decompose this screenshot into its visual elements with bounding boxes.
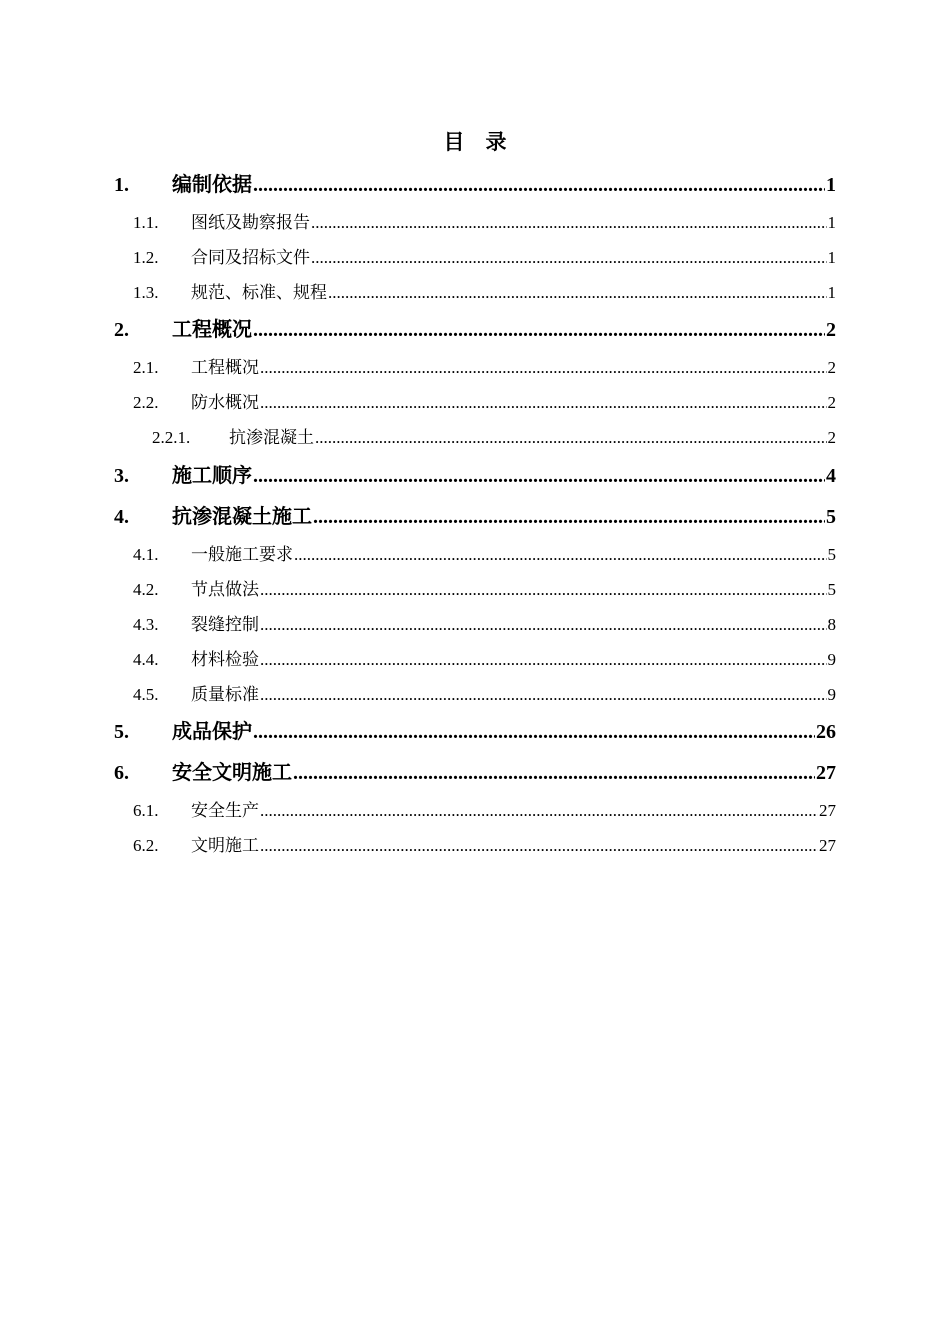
toc-entry-label: 一般施工要求 xyxy=(191,545,293,564)
toc-dot-leader xyxy=(328,283,827,303)
toc-entry-page: 2 xyxy=(826,319,836,341)
toc-entry-label: 合同及招标文件 xyxy=(191,248,310,267)
toc-entry-page: 4 xyxy=(826,465,836,487)
toc-dot-leader xyxy=(311,248,827,268)
toc-entry-page: 27 xyxy=(819,801,836,820)
toc-entry-number: 6.2. xyxy=(133,836,159,855)
toc-title: 目 录 xyxy=(443,130,507,154)
toc-entry-6-2[interactable] xyxy=(133,831,836,853)
toc-dot-leader xyxy=(253,319,825,342)
toc-entry-number: 4.2. xyxy=(133,580,159,599)
toc-entry-number: 3. xyxy=(114,465,129,487)
toc-entry-page: 27 xyxy=(819,836,836,855)
toc-entry-number: 1.3. xyxy=(133,283,159,302)
toc-entry-page: 5 xyxy=(827,580,836,599)
toc-entry-4-5[interactable] xyxy=(133,680,836,702)
toc-entry-1-1[interactable] xyxy=(133,208,836,230)
toc-dot-leader xyxy=(260,801,818,821)
toc-entry-label: 图纸及勘察报告 xyxy=(191,213,310,232)
toc-entry-page: 2 xyxy=(827,358,836,377)
toc-entry-page: 26 xyxy=(816,721,836,743)
toc-entry-4-1[interactable] xyxy=(133,540,836,562)
toc-entry-6[interactable] xyxy=(114,756,836,782)
toc-entry-number: 2.1. xyxy=(133,358,159,377)
toc-entry-1-3[interactable] xyxy=(133,278,836,300)
toc-entry-number: 6.1. xyxy=(133,801,159,820)
toc-entry-label: 规范、标准、规程 xyxy=(191,283,327,302)
toc-entry-6-1[interactable] xyxy=(133,796,836,818)
toc-entry-label: 质量标准 xyxy=(191,685,259,704)
toc-entry-page: 9 xyxy=(827,685,836,704)
toc-entry-label: 成品保护 xyxy=(172,721,252,743)
toc-entry-1-2[interactable] xyxy=(133,243,836,265)
toc-entry-label: 节点做法 xyxy=(191,580,259,599)
toc-dot-leader xyxy=(313,506,825,529)
toc-dot-leader xyxy=(294,545,827,565)
toc-entry-2-2-1[interactable] xyxy=(152,423,836,445)
toc-dot-leader xyxy=(260,580,827,600)
toc-entry-number: 5. xyxy=(114,721,129,743)
toc-entry-4-2[interactable] xyxy=(133,575,836,597)
toc-entry-label: 安全文明施工 xyxy=(172,762,292,784)
toc-entry-page: 2 xyxy=(827,428,836,447)
toc-entry-3[interactable] xyxy=(114,459,836,485)
toc-entry-page: 1 xyxy=(826,174,836,196)
toc-entry-page: 2 xyxy=(827,393,836,412)
toc-entry-label: 安全生产 xyxy=(191,801,259,820)
toc-entry-label: 抗渗混凝土 xyxy=(229,428,314,447)
toc-entry-4-3[interactable] xyxy=(133,610,836,632)
toc-dot-leader xyxy=(260,393,827,413)
toc-entry-label: 工程概况 xyxy=(191,358,259,377)
toc-dot-leader xyxy=(253,721,815,744)
toc-entry-label: 裂缝控制 xyxy=(191,615,259,634)
toc-entry-1[interactable] xyxy=(114,168,836,194)
toc-entry-label: 施工顺序 xyxy=(172,465,252,487)
toc-entry-page: 8 xyxy=(827,615,836,634)
toc-entry-number: 2.2. xyxy=(133,393,159,412)
toc-dot-leader xyxy=(253,465,825,488)
toc-entry-page: 1 xyxy=(827,283,836,302)
toc-entry-label: 编制依据 xyxy=(172,174,252,196)
toc-dot-leader xyxy=(260,650,827,670)
toc-dot-leader xyxy=(253,174,825,197)
toc-entry-label: 材料检验 xyxy=(191,650,259,669)
toc-entry-5[interactable] xyxy=(114,715,836,741)
toc-entry-page: 1 xyxy=(827,213,836,232)
toc-entry-number: 4. xyxy=(114,506,129,528)
toc-entry-2[interactable] xyxy=(114,313,836,339)
toc-dot-leader xyxy=(293,762,815,785)
toc-entry-number: 1.1. xyxy=(133,213,159,232)
toc-entry-page: 5 xyxy=(827,545,836,564)
toc-entry-2-2[interactable] xyxy=(133,388,836,410)
toc-entry-number: 4.1. xyxy=(133,545,159,564)
toc-entry-number: 2.2.1. xyxy=(152,428,191,447)
toc-entry-2-1[interactable] xyxy=(133,353,836,375)
toc-entry-number: 4.5. xyxy=(133,685,159,704)
toc-entry-label: 文明施工 xyxy=(191,836,259,855)
toc-entry-4-4[interactable] xyxy=(133,645,836,667)
toc-entry-page: 1 xyxy=(827,248,836,267)
toc-dot-leader xyxy=(260,836,818,856)
toc-dot-leader xyxy=(311,213,827,233)
toc-entry-number: 2. xyxy=(114,319,129,341)
toc-entry-page: 9 xyxy=(827,650,836,669)
toc-dot-leader xyxy=(260,685,827,705)
toc-entry-number: 4.3. xyxy=(133,615,159,634)
toc-dot-leader xyxy=(260,615,827,635)
toc-entry-number: 1.2. xyxy=(133,248,159,267)
toc-entry-label: 抗渗混凝土施工 xyxy=(172,506,312,528)
toc-entry-4[interactable] xyxy=(114,500,836,526)
toc-entry-number: 1. xyxy=(114,174,129,196)
toc-entry-label: 防水概况 xyxy=(191,393,259,412)
toc-entry-page: 27 xyxy=(816,762,836,784)
toc-entry-page: 5 xyxy=(826,506,836,528)
toc-dot-leader xyxy=(260,358,827,378)
toc-entry-label: 工程概况 xyxy=(172,319,252,341)
toc-entry-number: 4.4. xyxy=(133,650,159,669)
toc-entry-number: 6. xyxy=(114,762,129,784)
toc-dot-leader xyxy=(315,428,827,448)
